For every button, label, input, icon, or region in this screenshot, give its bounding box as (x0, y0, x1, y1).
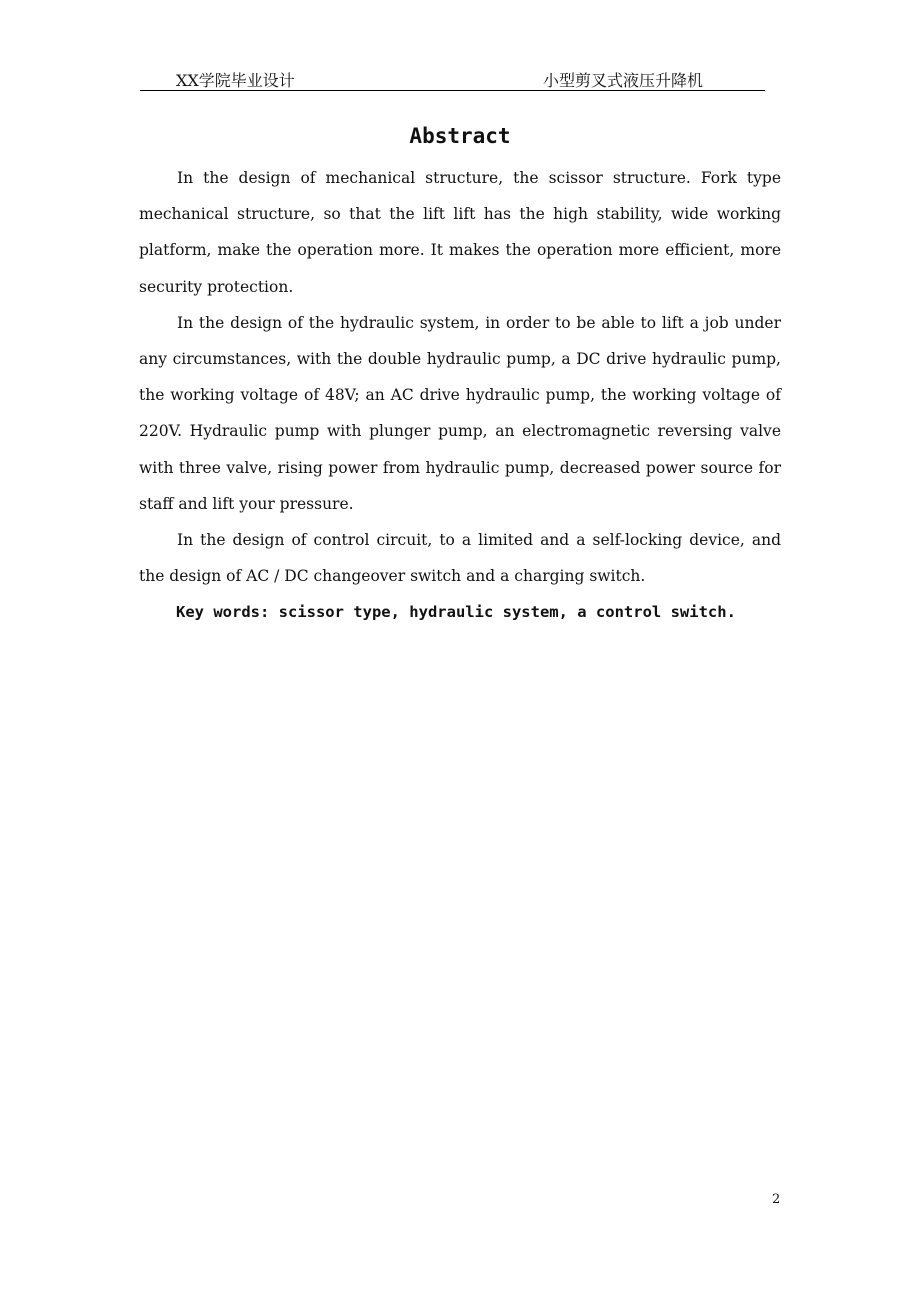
header-thesis-title: 小型剪叉式液压升降机 (543, 71, 704, 90)
paragraph-mechanical-structure: In the design of mechanical structure, the scissor structure. Fork type mechanical structure, so that the lift lift has the high stability, wide working platform, make the operation more. It makes the operation more efficient, more security protection. (139, 169, 781, 296)
paragraph-control-circuit: In the design of control circuit, to a limited and a self-locking device, and the design of AC / DC changeover switch and a charging switch. (139, 531, 781, 586)
abstract-body (139, 160, 781, 631)
header-institution: XX学院毕业设计 (176, 71, 295, 90)
paragraph-hydraulic-system: In the design of the hydraulic system, in order to be able to lift a job under any circumstances, with the double hydraulic pump, a DC drive hydraulic pump, the working voltage of 48V; an AC drive hydraulic pump, the working voltage of 220V. Hydraulic pump with plunger pump, an electromagnetic reversing valve with three valve, rising power from hydraulic pump, decreased power source for staff and lift your pressure. (139, 313, 781, 513)
page-number: 2 (772, 1192, 781, 1207)
keywords-line: Key words: scissor type, hydraulic system, a control switch. (176, 603, 736, 622)
abstract-title: Abstract (409, 124, 511, 148)
page-header (140, 64, 765, 91)
